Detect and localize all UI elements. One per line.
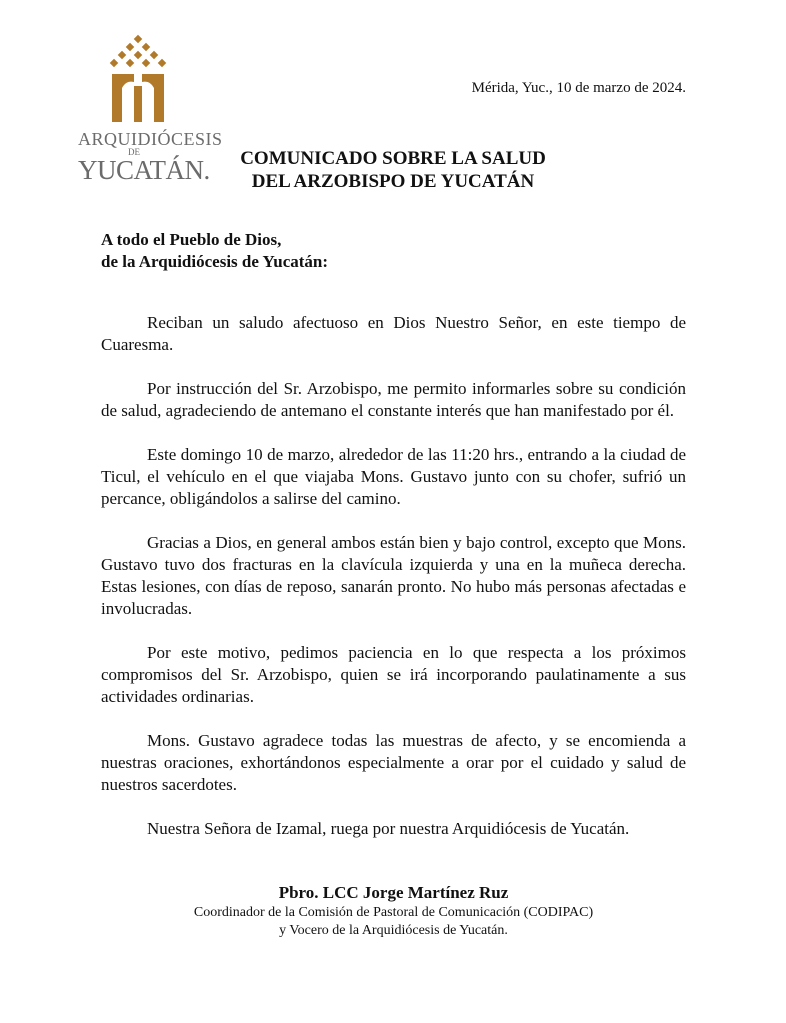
- paragraph: Este domingo 10 de marzo, alrededor de las 11:20 hrs., entrando a la ciudad de Ticul, el vehículo en el que viajaba Mons. Gustavo junto con su chofer, sufrió un percance, obligándolos a salirse del camino.: [101, 445, 686, 508]
- document-title: [200, 147, 586, 193]
- paragraph: Por este motivo, pedimos paciencia en lo que respecta a los próximos compromisos del Sr. Arzobispo, quien se irá incorporando paulatinamente a sus actividades ordinarias.: [101, 643, 686, 706]
- greeting-line-2: de la Arquidiócesis de Yucatán:: [101, 252, 329, 271]
- paragraph: Reciban un saludo afectuoso en Dios Nuestro Señor, en este tiempo de Cuaresma.: [101, 313, 686, 354]
- paragraph: Por instrucción del Sr. Arzobispo, me permito informarles sobre su condición de salud, agradeciendo de antemano el constante interés que han manifestado por él.: [101, 379, 686, 420]
- greeting: [101, 229, 328, 273]
- title-line-1: COMUNICADO SOBRE LA SALUD: [240, 148, 546, 169]
- logo-text-yucatan: YUCATÁN.: [78, 155, 210, 185]
- signature-block: [101, 882, 686, 940]
- closing-prayer: Nuestra Señora de Izamal, ruega por nuestra Arquidiócesis de Yucatán.: [147, 819, 630, 838]
- paragraph: Gracias a Dios, en general ambos están bien y bajo control, excepto que Mons. Gustavo tuvo dos fracturas en la clavícula izquierda y una en la muñeca derecha. Estas lesiones, con días de reposo, sanarán pronto. No hubo más personas afectadas e involucradas.: [101, 533, 686, 618]
- greeting-line-1: A todo el Pueblo de Dios,: [101, 230, 282, 249]
- logo-text-de: DE: [128, 147, 140, 157]
- document-date: Mérida, Yuc., 10 de marzo de 2024.: [471, 80, 686, 96]
- title-line-2: DEL ARZOBISPO DE YUCATÁN: [251, 171, 535, 192]
- signatory-name: Pbro. LCC Jorge Martínez Ruz: [278, 883, 509, 902]
- logo-text-arquidiocesis: ARQUIDIÓCESIS: [78, 129, 223, 149]
- signatory-role-line-1: Coordinador de la Comisión de Pastoral de Comunicación (CODIPAC): [193, 905, 594, 920]
- archdiocese-emblem-icon: [106, 34, 170, 124]
- archdiocese-logo: [78, 34, 223, 185]
- document-body: [101, 312, 686, 862]
- signatory-role-line-2: y Vocero de la Arquidiócesis de Yucatán.: [279, 923, 508, 938]
- paragraph: Mons. Gustavo agradece todas las muestras de afecto, y se encomienda a nuestras oraciones, exhortándonos especialmente a orar por el cuidado y salud de nuestros sacerdotes.: [101, 731, 686, 794]
